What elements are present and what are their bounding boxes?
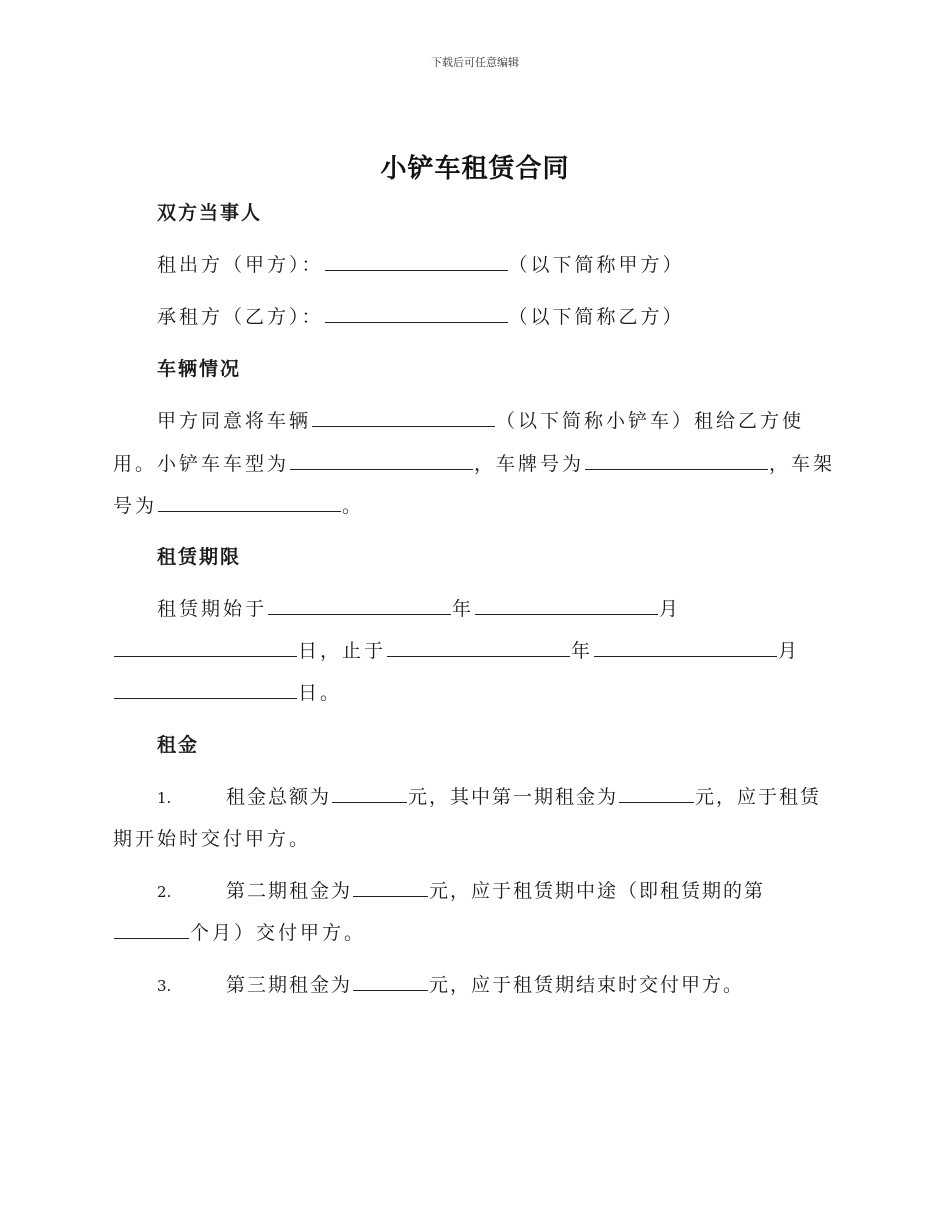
first-installment-blank[interactable] bbox=[619, 785, 694, 803]
lessee-name-blank[interactable] bbox=[325, 305, 508, 323]
rent-item-2-text-c: 个月）交付甲方。 bbox=[190, 922, 367, 944]
rent-item-2-text-b: 元，应于租赁期中途（即租赁期的第 bbox=[429, 880, 766, 902]
lessee-label: 承租方（乙方）： bbox=[157, 306, 324, 328]
term-text-2b: 年 bbox=[571, 640, 594, 662]
term-text-1a: 租赁期始于 bbox=[157, 598, 268, 620]
rent-item-3 bbox=[157, 970, 833, 997]
end-year-blank[interactable] bbox=[387, 639, 570, 657]
vehicle-text-2b: ，车牌号为 bbox=[474, 453, 585, 475]
rent-item-2-text-a: 第二期租金为 bbox=[226, 880, 353, 902]
section-heading-rent: 租金 bbox=[157, 734, 200, 756]
rent-item-1-number: 1. bbox=[157, 789, 172, 807]
month-number-blank[interactable] bbox=[114, 921, 189, 939]
vehicle-text-2c: ，车架 bbox=[769, 453, 836, 475]
header-note: 下载后可任意编辑 bbox=[431, 56, 519, 69]
end-month-blank[interactable] bbox=[594, 639, 777, 657]
model-blank[interactable] bbox=[290, 452, 473, 470]
vehicle-line-3 bbox=[113, 491, 833, 518]
start-month-blank[interactable] bbox=[475, 597, 658, 615]
vehicle-text-3b: 。 bbox=[342, 495, 365, 517]
term-text-3a: 日。 bbox=[298, 682, 343, 704]
rent-item-2 bbox=[157, 876, 833, 903]
section-heading-term: 租赁期限 bbox=[157, 546, 242, 568]
start-day-blank[interactable] bbox=[114, 639, 297, 657]
vehicle-line-2 bbox=[113, 449, 836, 476]
frame-number-blank[interactable] bbox=[158, 494, 341, 512]
vehicle-text-2a: 用。小铲车车型为 bbox=[113, 453, 290, 475]
section-heading-parties: 双方当事人 bbox=[157, 202, 263, 224]
vehicle-line-1 bbox=[157, 406, 833, 433]
start-year-blank[interactable] bbox=[268, 597, 451, 615]
plate-number-blank[interactable] bbox=[585, 452, 768, 470]
lessee-suffix: （以下简称乙方） bbox=[508, 306, 685, 328]
rent-item-1-text-d: 期开始时交付甲方。 bbox=[113, 828, 312, 850]
lessor-label: 租出方（甲方）： bbox=[157, 254, 324, 276]
term-line-2 bbox=[113, 636, 833, 663]
rent-item-1-cont bbox=[113, 824, 833, 851]
rent-item-1 bbox=[157, 782, 833, 809]
term-line-3 bbox=[113, 678, 833, 705]
term-text-1b: 年 bbox=[452, 598, 475, 620]
lessor-name-blank[interactable] bbox=[325, 253, 508, 271]
rent-item-2-number: 2. bbox=[157, 883, 172, 901]
term-text-1c: 月 bbox=[659, 598, 682, 620]
second-installment-blank[interactable] bbox=[353, 879, 428, 897]
rent-item-3-text-a: 第三期租金为 bbox=[226, 974, 353, 996]
lessor-line bbox=[157, 250, 877, 277]
end-day-blank[interactable] bbox=[114, 681, 297, 699]
vehicle-text-1a: 甲方同意将车辆 bbox=[157, 410, 312, 432]
rent-item-1-text-b: 元，其中第一期租金为 bbox=[408, 786, 619, 808]
rent-item-3-number: 3. bbox=[157, 977, 172, 995]
document-title: 小铲车租赁合同 bbox=[380, 154, 570, 184]
third-installment-blank[interactable] bbox=[353, 973, 428, 991]
vehicle-blank[interactable] bbox=[312, 409, 495, 427]
lessor-suffix: （以下简称甲方） bbox=[508, 254, 685, 276]
rent-item-1-text-a: 租金总额为 bbox=[226, 786, 332, 808]
rent-item-3-text-b: 元，应于租赁期结束时交付甲方。 bbox=[429, 974, 745, 996]
total-rent-blank[interactable] bbox=[332, 785, 407, 803]
vehicle-text-1b: （以下简称小铲车）租给乙方使 bbox=[496, 410, 805, 432]
section-heading-vehicle: 车辆情况 bbox=[157, 358, 242, 380]
rent-item-2-cont bbox=[113, 918, 833, 945]
vehicle-text-3a: 号为 bbox=[113, 495, 158, 517]
term-text-2a: 日，止于 bbox=[298, 640, 387, 662]
term-text-2c: 月 bbox=[778, 640, 801, 662]
rent-item-1-text-c: 元，应于租赁 bbox=[695, 786, 822, 808]
lessee-line bbox=[157, 302, 877, 329]
term-line-1 bbox=[157, 594, 877, 621]
